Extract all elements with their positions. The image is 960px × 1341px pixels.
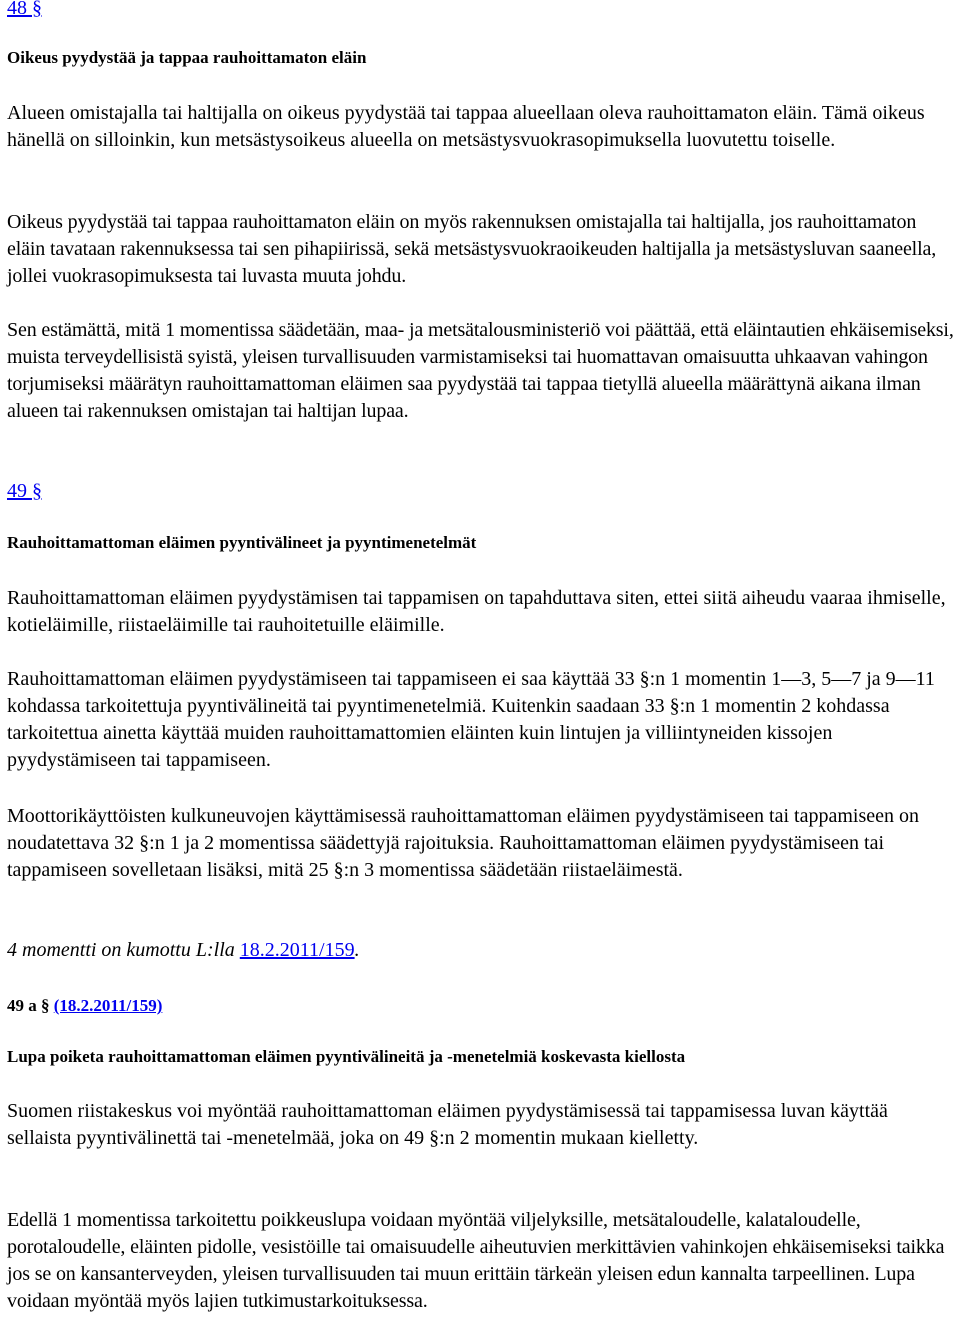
section-48-paragraph-2: Oikeus pyydystää tai tappaa rauhoittamaton eläin on myös rakennuksen omistajalla tai haltijalla, jos rauhoittamaton eläin tavataan rakennuksessa tai sen pihapiirissä, sekä metsästysvuokraoikeuden haltijalla ja metsästysluvan saaneella, jollei vuokrasopimuksesta tai luvasta muuta johdu.: [7, 211, 937, 287]
section-49-link[interactable]: 49 §: [7, 480, 42, 502]
section-49-paragraph-3: Moottorikäyttöisten kulkuneuvojen käyttämisessä rauhoittamattoman eläimen pyydystämiseen tai tappamiseen on noudatettava 32 §:n 1 ja 2 momentissa säädettyjä rajoituksia. Rauhoittamattoman eläimen pyydystämiseen tai tappamiseen sovelletaan lisäksi, mitä 25 §:n 3 momentissa säädetään riistaeläimestä.: [7, 805, 920, 881]
section-48-heading: Oikeus pyydystää ja tappaa rauhoittamaton eläin: [7, 48, 367, 67]
repeal-note: [7, 939, 360, 962]
section-49a-label-line: [7, 996, 162, 1016]
repeal-note-suffix: .: [354, 939, 360, 961]
section-49-paragraph-1: Rauhoittamattoman eläimen pyydystämisen tai tappamisen on tapahduttava siten, ettei siitä aiheudu vaaraa ihmiselle, kotieläimille, riistaeläimille tai rauhoitetuille eläimille.: [7, 587, 946, 636]
section-48-paragraph-3: Sen estämättä, mitä 1 momentissa säädetään, maa- ja metsätalousministeriö voi päättää, että eläintautien ehkäisemiseksi, muista terveydellisistä syistä, yleisen turvallisuuden varmistamiseksi tai huomattavan omaisuutta uhkaavan vahingon torjumiseksi määrätyn rauhoittamattoman eläimen saa pyydystää tai tappaa tietyllä alueella määrättynä aikana ilman alueen tai rakennuksen omistajan tai haltijan lupaa.: [7, 319, 954, 422]
section-49a-amendment-link[interactable]: (18.2.2011/159): [53, 996, 163, 1015]
repeal-note-law-link[interactable]: 18.2.2011/159: [239, 939, 355, 961]
section-49a-paragraph-2: Edellä 1 momentissa tarkoitettu poikkeuslupa voidaan myöntää viljelyksille, metsätaloudelle, kalataloudelle, porotaloudelle, eläinten pidolle, vesistöille tai omaisuudelle aiheutuvien merkittävien vahinkojen ehkäisemiseksi taikka jos se on kansanterveyden, yleisen turvallisuuden tai muun erittäin tärkeän yleisen edun kannalta tarpeellinen. Lupa voidaan myöntää myös lajien tutkimustarkoituksessa.: [7, 1209, 945, 1312]
section-48-paragraph-1: Alueen omistajalla tai haltijalla on oikeus pyydystää tai tappaa alueellaan oleva rauhoittamaton eläin. Tämä oikeus hänellä on silloinkin, kun metsästysoikeus alueella on metsästysvuokrasopimuksella luovutettu toiselle.: [7, 102, 925, 151]
section-48-link[interactable]: 48 §: [7, 0, 42, 19]
repeal-note-prefix: 4 momentti on kumottu L:lla: [7, 939, 240, 961]
section-49a-label: 49 a §: [7, 996, 54, 1015]
section-49-heading: Rauhoittamattoman eläimen pyyntivälineet ja pyyntimenetelmät: [7, 533, 477, 552]
section-49a-paragraph-1: Suomen riistakeskus voi myöntää rauhoittamattoman eläimen pyydystämisessä tai tappamisessa luvan käyttää sellaista pyyntivälinettä tai -menetelmää, joka on 49 §:n 2 momentin mukaan kielletty.: [7, 1100, 888, 1149]
section-49-paragraph-2: Rauhoittamattoman eläimen pyydystämiseen tai tappamiseen ei saa käyttää 33 §:n 1 momentin 1—3, 5—7 ja 9—11 kohdassa tarkoitettuja pyyntivälineitä tai pyyntimenetelmiä. Kuitenkin saadaan 33 §:n 1 momentin 2 kohdassa tarkoitettua ainetta käyttää muiden rauhoittamattomien eläinten kuin lintujen ja villiintyneiden kissojen pyydystämiseen tai tappamiseen.: [7, 668, 935, 771]
section-49a-heading: Lupa poiketa rauhoittamattoman eläimen pyyntivälineitä ja -menetelmiä koskevasta kiellosta: [7, 1047, 686, 1066]
